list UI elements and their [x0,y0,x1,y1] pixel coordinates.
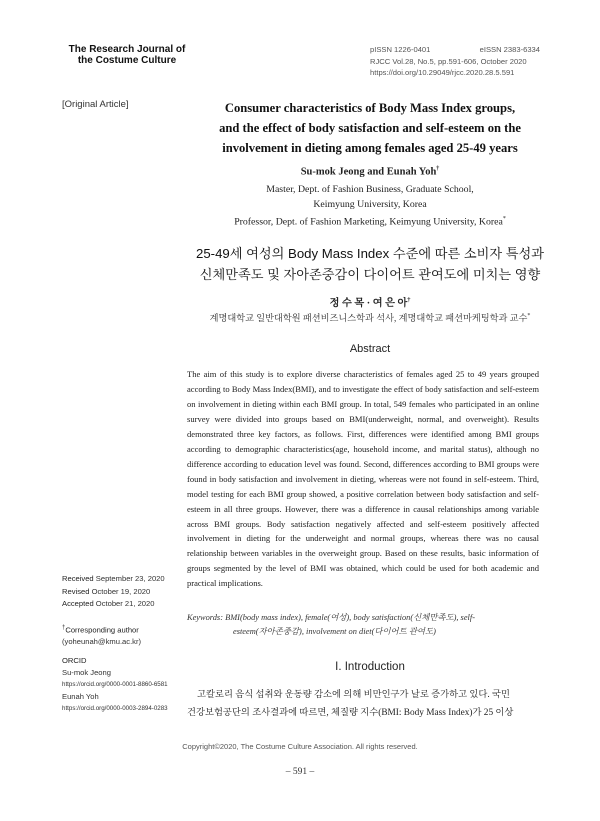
title-korean-line: 25-49세 여성의 Body Mass Index 수준에 따른 소비자 특성과 [196,246,544,261]
title-english-line: involvement in dieting among females aged 25-49 years [222,141,518,155]
received-date: September 23, 2020 [95,574,165,583]
title-english [180,98,560,158]
orcid-name: Su-mok Jeong [62,668,111,678]
title-english-line: Consumer characteristics of Body Mass Index groups, [224,101,516,115]
corresponding-mark: † [62,624,66,631]
journal-name-line1: The Research Journal of [68,44,186,55]
pissn: pISSN 1226-0401 [370,45,431,54]
title-english-line: and the effect of body satisfaction and self-esteem on the [219,121,521,135]
affiliation-korean [180,310,560,324]
orcid-link[interactable]: https://orcid.org/0000-0001-8860-6581 [62,681,168,689]
corresponding-label: Corresponding author [65,625,139,635]
corresponding-author [62,622,182,649]
orcid-block [62,655,182,715]
article-info-sidebar [62,573,182,715]
authors-english-names: Su-mok Jeong and Eunah Yoh [300,166,437,178]
revised-label: Revised [62,586,90,596]
affiliation-mark: * [527,312,531,319]
accepted-date: October 21, 2020 [95,599,155,608]
affiliation-professor: Professor, Dept. of Fashion Marketing, Keimyung University, Korea [234,216,503,228]
title-korean [180,243,560,285]
introduction-line: 건강보험공단의 조사결과에 따르면, 체질량 지수(BMI: Body Mass Index)가 25 이상 [187,708,514,718]
issn-block [370,44,540,79]
accepted-label: Accepted [62,599,94,608]
eissn: eISSN 2383-6334 [479,45,540,54]
copyright-notice: Copyright©2020, The Costume Culture Association. All rights reserved. [182,742,418,751]
orcid-link[interactable]: https://orcid.org/0000-0003-2894-0283 [62,705,168,713]
journal-name [62,44,192,66]
affiliation-mark: * [502,216,506,222]
corresponding-email[interactable]: (yoheunah@kmu.ac.kr) [62,637,142,647]
authors-english [180,166,560,178]
introduction-line: 고칼로리 음식 섭취와 운동량 감소에 의해 비만인구가 날로 증가하고 있다. 국민 [197,690,510,700]
affiliation-line: Keimyung University, Korea [313,199,427,210]
page-number: – 591 – [285,767,315,777]
introduction-text [187,686,539,722]
abstract-heading: Abstract [349,343,391,355]
affiliation-line [180,212,560,229]
abstract-text: The aim of this study is to explore diverse characteristics of females aged 25 to 49 years grouped according to Body Mass Index(BMI), and to investigate the effect of body satisfaction and self-esteem on involvement in dieting within each BMI group. In total, 549 females who participated in an online survey were divided into groups based on BMI(underweight, normal, and overweight). Results demonstrated three key factors, as follows. First, differences were identified among BMI groups according to demographic characteristics(age, household income, and marital status), although no difference according to education level was found. Second, differences according to BMI groups were found in body satisfaction and involvement in dieting, whereas were not found in self-esteem. Third, model testing for each BMI group showed, a positive correlation between body satisfaction and self-esteem in all three groups. However, there was a difference in causal relationships among variable across BMI groups. Body satisfaction negatively affected and self-esteem positively affected involvement in dieting for the underweight and normal groups, whereas there was no causal relationship between variables in the overweight group. Based on these results, basic information of groups segmented by the level of BMI was obtained, which could be used for both academic and practical implications. [187,369,539,589]
citation: RJCC Vol.28, No.5, pp.591-606, October 2020 [370,56,527,66]
introduction-heading: I. Introduction [335,661,405,673]
article-type: [Original Article] [62,99,129,110]
orcid-name: Eunah Yoh [62,692,99,702]
keywords [187,611,539,639]
revised-date: October 19, 2020 [91,586,151,596]
keywords-line1: BMI(body mass index), female(여성), body satisfaction(신체만족도), self- [225,613,475,622]
affiliation-english [180,182,560,229]
journal-name-line2: the Costume Culture [77,55,177,66]
affiliation-korean-text: 계명대학교 일반대학원 패션비즈니스학과 석사, 계명대학교 패션마케팅학과 교수 [209,313,528,323]
corresponding-mark: † [407,297,411,304]
authors-korean-names: 정 수 목 · 여 은 아 [329,298,408,309]
keywords-label: Keywords: [187,613,223,622]
affiliation-line: Master, Dept. of Fashion Business, Graduate School, [266,184,474,195]
doi-link[interactable]: https://doi.org/10.29049/rjcc.2020.28.5.591 [370,68,515,77]
orcid-label: ORCID [62,656,87,666]
article-dates [62,573,182,611]
authors-korean [180,294,560,309]
received-label: Received [62,574,94,583]
corresponding-mark: † [436,166,440,172]
title-korean-line: 신체만족도 및 자아존중감이 다이어트 관여도에 미치는 영향 [199,267,541,282]
keywords-line2: esteem(자아존중감), involvement on diet(다이어트 관여도) [233,627,436,636]
